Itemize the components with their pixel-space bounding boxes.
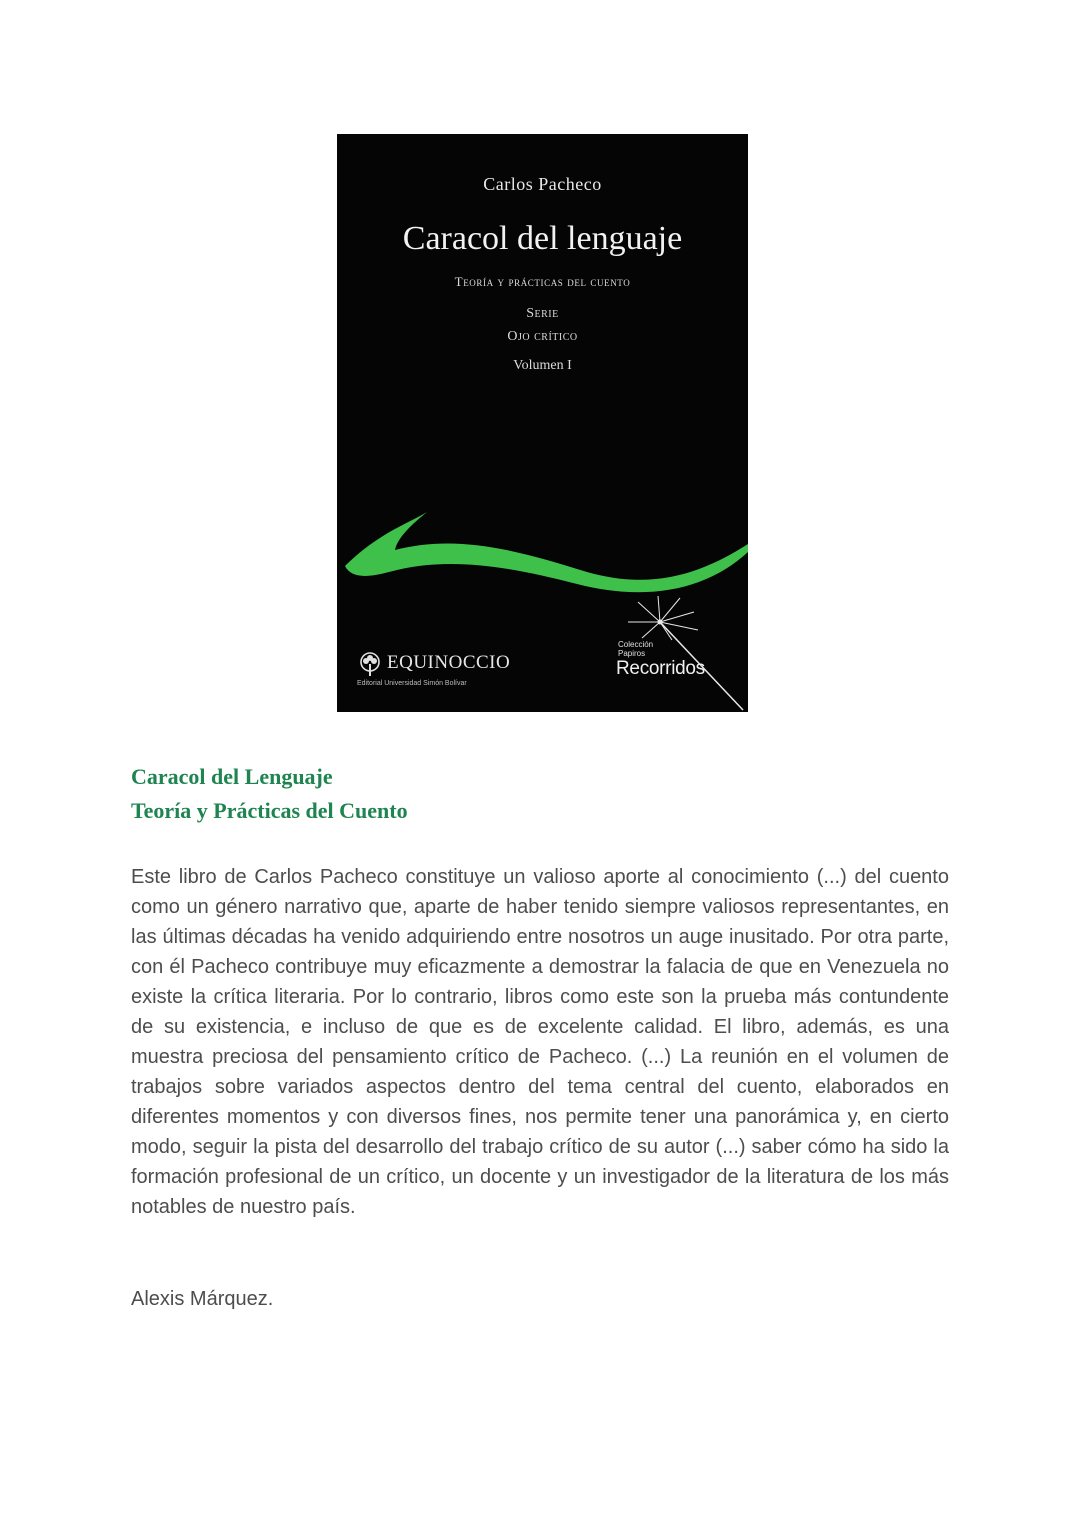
green-swoosh-graphic	[337, 494, 748, 604]
cover-serie-name: Ojo crítico	[507, 329, 578, 344]
review-signature: Alexis Márquez.	[131, 1288, 274, 1310]
collection-small-text: Colección Papiros	[618, 640, 654, 658]
book-description: Este libro de Carlos Pacheco constituye un valioso aporte al conocimiento (...) del cuento como un género narrativo que, aparte de haber tenido siempre valiosos representantes, en las últimas décadas ha venido adquiriendo entre nosotros un auge inusitado. Por otra parte, con él Pacheco contribuye muy eficazmente a demostrar la falacia de que en Venezuela no existe la crítica literaria. Por lo contrario, libros como este son la prueba más contundente de su existencia, e incluso de que es de excelente calidad. El libro, además, es una muestra preciosa del pensamiento crítico de Pacheco. (...) La reunión en el volumen de trabajos sobre variados aspectos dentro del tema central del cuento, elaborados en diferentes momentos y con diversos fines, nos permite tener una panorámica y, en cierto modo, seguir la pista del desarrollo del trabajo crítico de su autor (...) saber cómo ha sido la formación profesional de un crítico, un docente y un investigador de la literatura de los más notables de nuestro país.	[131, 866, 949, 1218]
cover-serie-label: Serie	[526, 306, 559, 321]
publisher-line: Editorial Universidad Simón Bolívar	[357, 680, 467, 687]
book-heading-line1: Caracol del Lenguaje	[131, 764, 333, 789]
collection-name: Recorridos	[616, 658, 705, 679]
book-heading-line2: Teoría y Prácticas del Cuento	[131, 798, 408, 823]
book-heading	[131, 760, 951, 828]
book-cover	[337, 134, 748, 712]
cover-author: Carlos Pacheco	[483, 174, 602, 194]
collection-logo	[608, 592, 748, 712]
publisher-name: EQUINOCCIO	[387, 652, 511, 673]
cover-volume: Volumen I	[513, 358, 572, 373]
publisher-logo	[357, 650, 517, 690]
cover-subtitle: Teoría y prácticas del cuento	[454, 274, 631, 289]
tree-icon	[357, 652, 383, 678]
cover-title: Caracol del lenguaje	[402, 220, 683, 257]
